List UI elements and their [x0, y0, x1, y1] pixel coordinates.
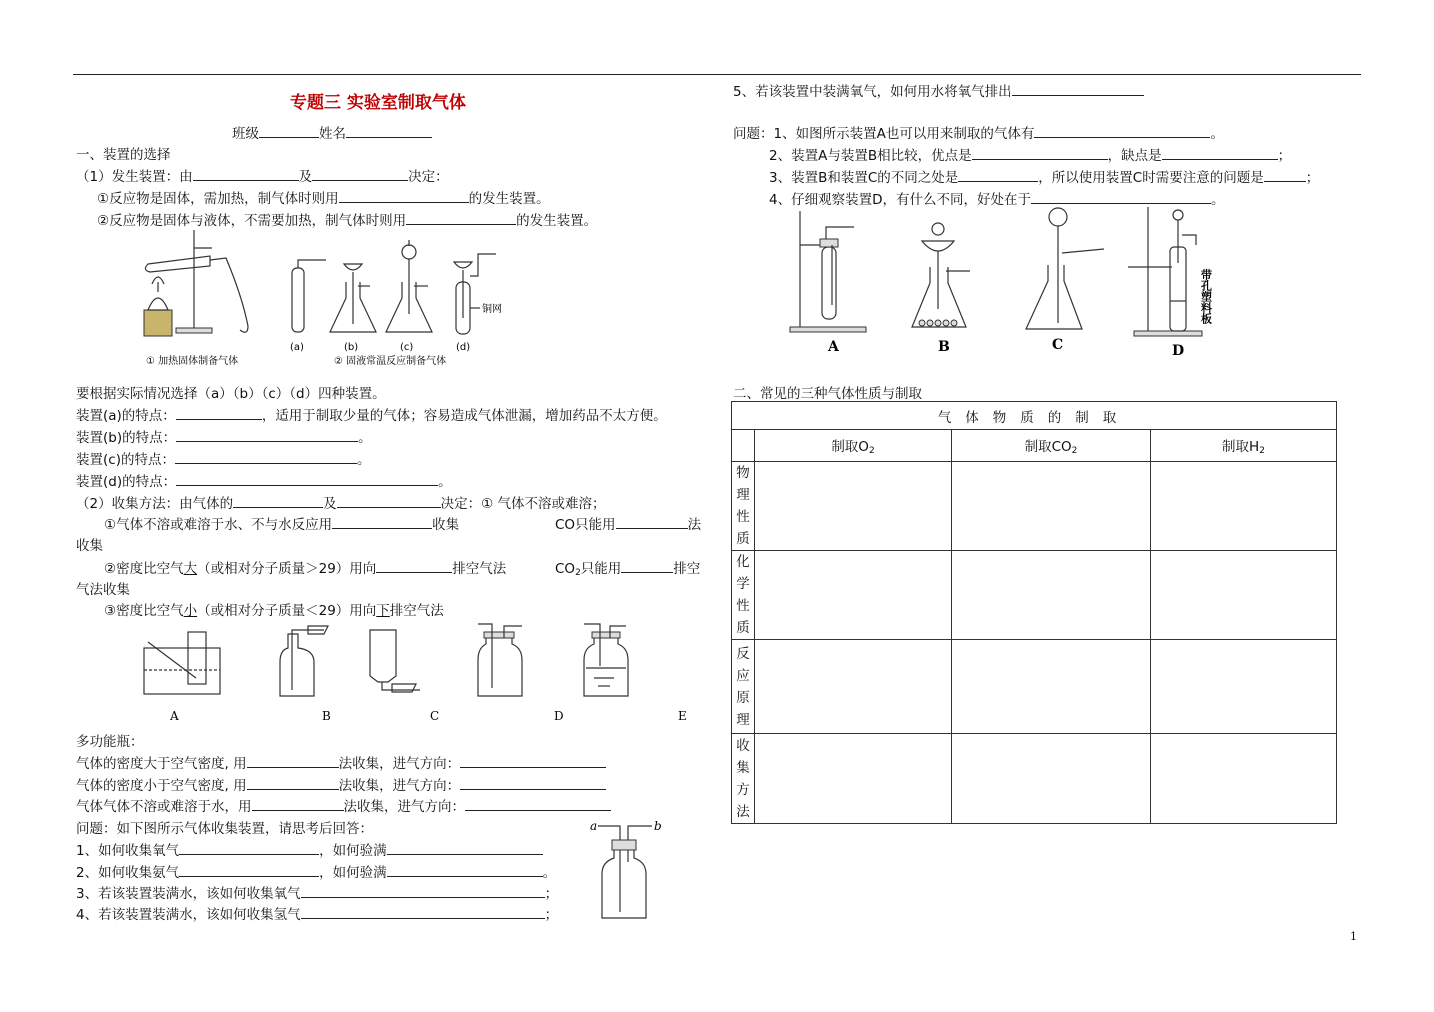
device-c-line: 装置(c)的特点： 。 — [76, 452, 371, 468]
svg-text:D: D — [1172, 343, 1185, 359]
question-4: 4、若该装置装满水，该如何收集氢气 ； — [76, 907, 559, 923]
collect-line3: 收集 — [76, 538, 103, 554]
right-p4: 4、仔细观察装置D，有什么不同，好处在于 。 — [769, 192, 1225, 208]
svg-text:E: E — [678, 709, 687, 723]
right-p1: 问题：1、如图所示装置A也可以用来制取的气体有 。 — [733, 126, 1224, 142]
multi-title: 多功能瓶： — [76, 734, 144, 750]
right-p2: 2、装置A与装置B相比较，优点是 ，缺点是 ； — [769, 148, 1292, 164]
table-header: 气体物质的制取 — [732, 402, 1337, 430]
question-3: 3、若该装置装满水，该如何收集氧气 ； — [76, 886, 559, 902]
device-d-line: 装置(d)的特点： 。 — [76, 474, 452, 490]
device-a-line: 装置(a)的特点： ，适用于制取少量的气体；容易造成气体泄漏，增加药品不太方便。 — [76, 408, 667, 424]
svg-text:A: A — [828, 339, 839, 355]
section1-heading: 一、装置的选择 — [76, 147, 171, 163]
class-name-line: 班级 姓名 — [232, 122, 432, 142]
svg-text:(b): (b) — [344, 342, 359, 353]
gen-line2: ①反应物是固体，需加热，制气体时则用 的发生装置。 — [97, 191, 550, 207]
name-blank[interactable] — [346, 124, 432, 138]
svg-text:C: C — [1052, 337, 1064, 353]
collect-co-line: CO只能用 法 — [555, 517, 702, 533]
gas-properties-table — [731, 401, 1337, 824]
row-reaction: 反应原理 — [732, 640, 755, 734]
class-blank[interactable] — [259, 124, 319, 138]
collect-line5: 气法收集 — [76, 582, 130, 598]
row-chemical: 化学性质 — [732, 551, 755, 640]
caption-solid-liquid: ② 固液常温反应制备气体 — [334, 356, 447, 367]
question-2: 2、如何收集氨气 ，如何验满 。 — [76, 865, 557, 881]
collect-line2: ①气体不溶或难溶于水、不与水反应用 收集 — [104, 517, 460, 533]
collect-line6: ③密度比空气小（或相对分子质量＜29）用向下排空气法 — [104, 603, 444, 619]
device-b-line: 装置(b)的特点： 。 — [76, 430, 372, 446]
collect-co2-line: $CO_2$只能用 排空 — [555, 561, 701, 578]
col-co2: 制取$CO_2$ — [952, 430, 1151, 462]
collection-apparatus-figure — [138, 618, 698, 726]
row-collection: 收集方法 — [732, 734, 755, 824]
right-q5: 5、若该装置中装满氧气，如何用水将氧气排出 — [733, 80, 1144, 100]
section2-heading: 二、常见的三种气体性质与制取 — [733, 386, 922, 402]
multi-line1: 气体的密度大于空气密度, 用 法收集，进气方向： — [76, 752, 606, 772]
svg-text:A: A — [170, 709, 179, 723]
question-1: 1、如何收集氧气 ，如何验满 — [76, 839, 543, 859]
svg-text:B: B — [938, 339, 950, 355]
perforated-board-label: 带孔塑料板 — [1199, 269, 1213, 324]
col-h2: 制取$H_2$ — [1151, 430, 1337, 462]
svg-text:(a): (a) — [290, 342, 304, 353]
generator-comparison-figure — [786, 205, 1226, 357]
generator-apparatus-figure — [130, 226, 510, 374]
svg-text:b: b — [654, 819, 662, 833]
collect-line1: （2）收集方法：由气体的 及 决定：① 气体不溶或难溶； — [76, 496, 606, 512]
gen-line3: ②反应物是固体与液体，不需要加热，制气体时则用 的发生装置。 — [97, 213, 598, 229]
mesh-label: 铜网 — [482, 304, 502, 315]
svg-text:(c): (c) — [400, 342, 414, 353]
question-intro: 问题：如下图所示气体收集装置，请思考后回答： — [76, 821, 373, 837]
right-p3: 3、装置B和装置C的不同之处是 ，所以使用装置C时需要注意的问题是 ； — [769, 170, 1320, 186]
svg-text:C: C — [430, 709, 440, 723]
col-o2: 制取$O_2$ — [755, 430, 952, 462]
page-number: 1 — [1350, 930, 1357, 943]
gas-bottle-figure — [588, 818, 668, 924]
gen-line1: （1）发生装置：由 及 决定： — [76, 169, 449, 185]
multi-line3: 气体气体不溶或难溶于水，用 法收集，进气方向： — [76, 795, 611, 815]
svg-text:(d): (d) — [456, 342, 471, 353]
collect-line4: ②密度比空气大（或相对分子质量＞29）用向 排空气法 — [104, 561, 507, 577]
caption-heating: ① 加热固体制备气体 — [146, 356, 239, 367]
header-rule — [73, 74, 1361, 75]
choose-line: 要根据实际情况选择（a）（b）（c）（d）四种装置。 — [76, 386, 386, 402]
svg-text:a: a — [590, 819, 598, 833]
svg-text:D: D — [554, 709, 564, 723]
row-physical: 物理性质 — [732, 462, 755, 551]
page-title: 专题三 实验室制取气体 — [290, 93, 466, 113]
svg-text:B: B — [322, 709, 331, 723]
multi-line2: 气体的密度小于空气密度, 用 法收集，进气方向： — [76, 774, 606, 794]
